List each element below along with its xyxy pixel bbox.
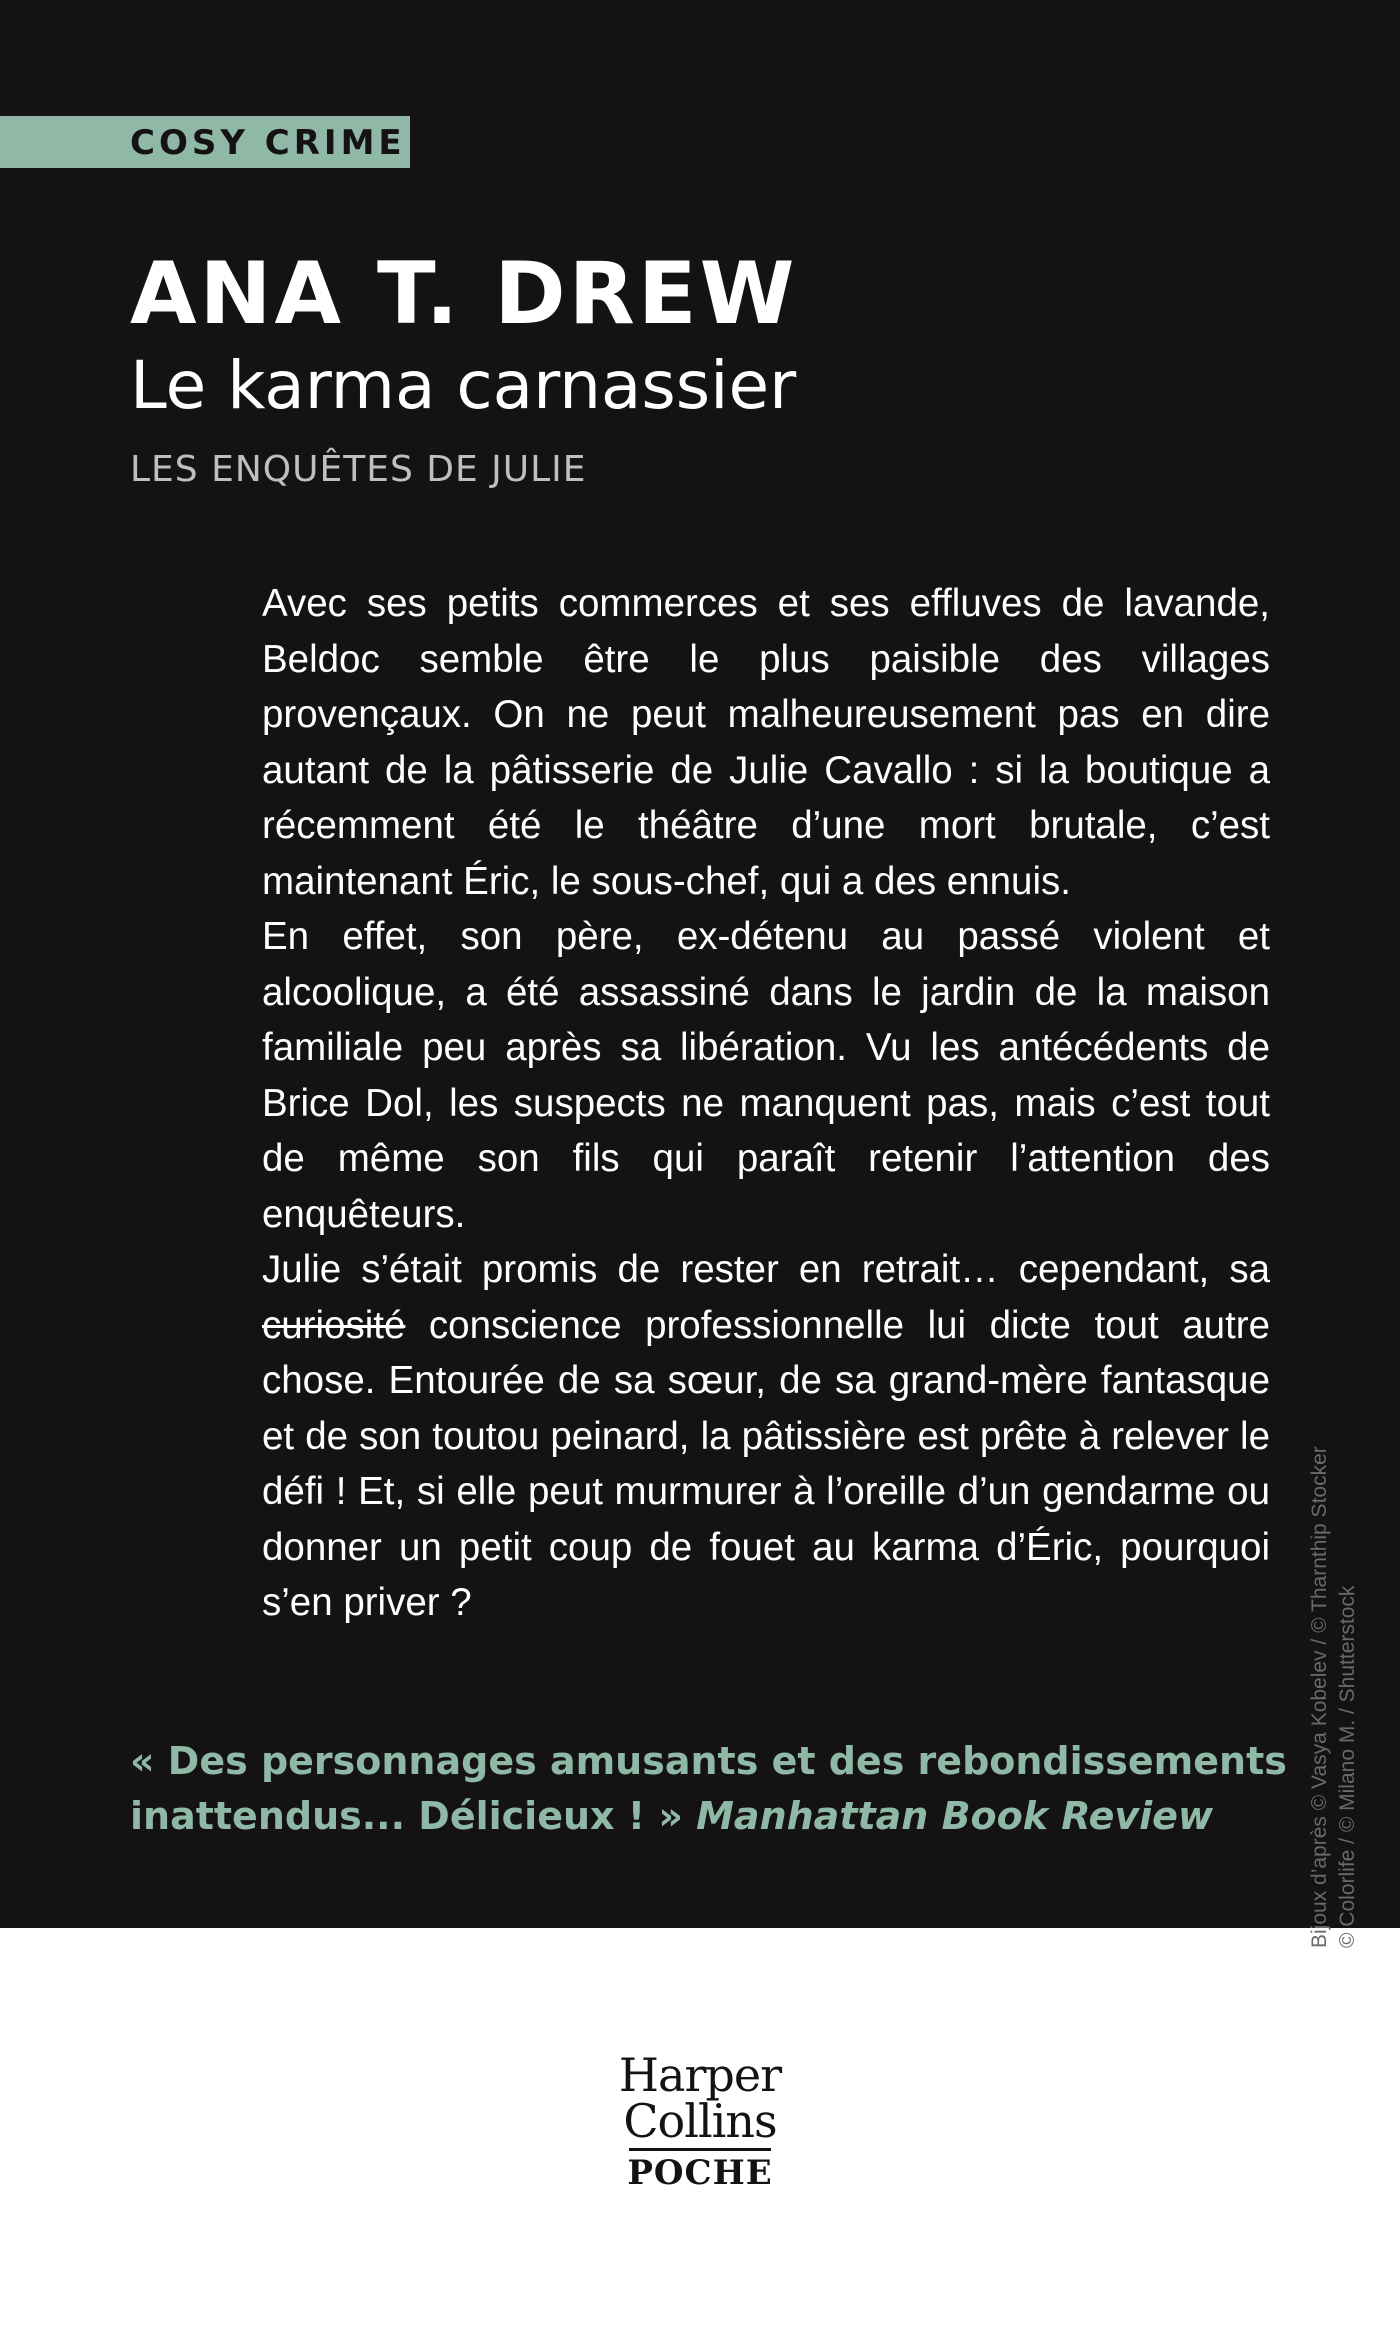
blurb-paragraph-1: Avec ses petits commerces et ses effluves de lavande, Beldoc semble être le plus paisible des villages provençaux. On ne peut malheureusement pas en dire autant de la pâtisserie de Julie Cavallo : si la boutique a récemment été le théâtre d’une mort brutale, c’est maintenant Éric, le sous-chef, qui a des ennuis.: [262, 582, 1270, 903]
author-name: ANA T. DREW: [130, 244, 798, 344]
quote-source: Manhattan Book Review: [696, 1794, 1214, 1838]
publisher-line-2: Collins: [623, 2094, 777, 2148]
quote-text: « Des personnages amusants et des rebondissements inattendus... Délicieux ! »: [130, 1739, 1287, 1838]
genre-label: COSY CRIME: [130, 123, 406, 163]
blurb-paragraph-3-start: Julie s’était promis de rester en retrait… cependant, sa: [262, 1248, 1270, 1291]
photo-credit-line-1: Bijoux d’après © Vasya Kobelev / © Tharnthip Stocker: [1308, 1446, 1331, 1948]
blurb-paragraph-2: En effet, son père, ex-détenu au passé violent et alcoolique, a été assassiné dans le jardin de la maison familiale peu après sa libération. Vu les antécédents de Brice Dol, les suspects ne manquent pas, mais c’est tout de même son fils qui paraît retenir l’attention des enquêteurs.: [262, 915, 1270, 1236]
review-quote: [130, 1734, 1310, 1844]
publisher-logo: [560, 2048, 840, 2193]
blurb-paragraph-3: [262, 1242, 1270, 1631]
series-name: LES ENQUÊTES DE JULIE: [130, 449, 587, 490]
photo-credit: [1306, 1398, 1362, 1948]
blurb-paragraph-3-end: conscience professionnelle lui dicte tout autre chose. Entourée de sa sœur, de sa grand-mère fantasque et de son toutou peinard, la pâtissière est prête à relever le défi ! Et, si elle peut murmurer à l’oreille d’un gendarme ou donner un petit coup de fouet au karma d’Éric, pourquoi s’en priver ?: [262, 1303, 1270, 1624]
blurb: [262, 576, 1270, 1631]
publisher-rule: [629, 2148, 771, 2151]
photo-credit-line-2: © Colorlife / © Milano M. / Shutterstock: [1336, 1585, 1359, 1948]
book-title: Le karma carnassier: [130, 347, 797, 424]
publisher-line-3: POCHE: [627, 2153, 773, 2193]
publisher-line-1: Harper: [618, 2048, 782, 2102]
struck-word: curiosité: [262, 1303, 406, 1347]
